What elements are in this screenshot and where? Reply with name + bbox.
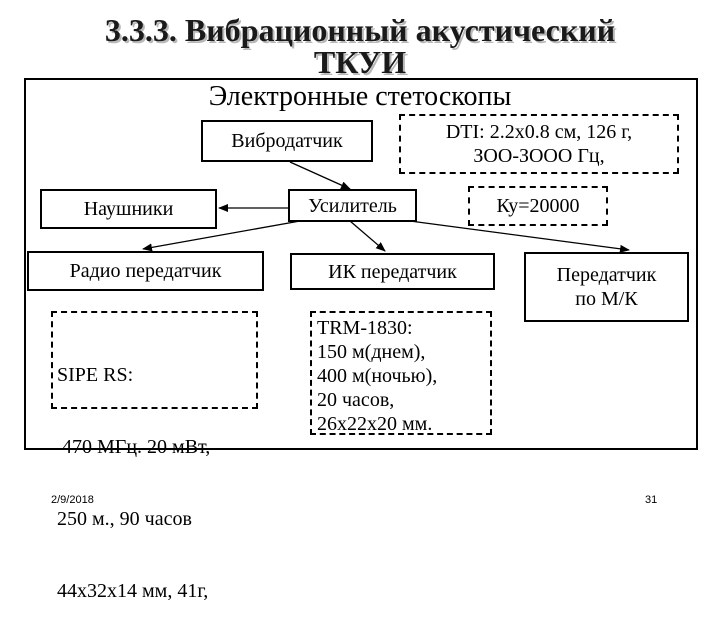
dti-spec-box (399, 114, 679, 174)
radio-transmitter-box (27, 251, 264, 291)
vibrosensor-box (201, 120, 373, 162)
mk-transmitter-line2: по М/К (575, 288, 638, 310)
gain-box (468, 186, 608, 226)
dti-spec-line1: DTI: 2.2х0.8 см, 126 г, (445, 121, 633, 143)
trm-spec-line5: 26х22х20 мм. (317, 413, 433, 435)
sipe-spec-line1: SIPE RS: (57, 364, 134, 386)
trm-spec-line4: 20 часов, (317, 389, 395, 411)
sipe-spec-line4: 44х32х14 мм, 41г, (57, 580, 209, 602)
slide-title-line2: ТКУИ (313, 44, 407, 80)
amplifier-label: Усилитель (308, 194, 397, 217)
diagram-subtitle: Электронные стетоскопы (208, 81, 512, 112)
radio-transmitter-label: Радио передатчик (69, 260, 222, 282)
mk-transmitter-box (524, 252, 689, 322)
ir-transmitter-box (290, 253, 495, 290)
footer-date: 2/9/2018 (51, 494, 94, 506)
headphones-box (40, 189, 217, 229)
dti-spec-line2: ЗОО-ЗООО Гц, (473, 145, 605, 167)
headphones-label: Наушники (83, 198, 174, 220)
trm-spec-line1: TRM-1830: (317, 317, 413, 339)
gain-label: Ку=20000 (496, 195, 580, 217)
sipe-spec-line2: 470 МГц. 20 мВт, (57, 436, 211, 458)
slide-title-line1: 3.3.3. Вибрационный акустический (104, 12, 616, 48)
trm-spec-line2: 150 м(днем), (317, 341, 426, 363)
vibrosensor-label: Вибродатчик (231, 130, 343, 152)
mk-transmitter-line1: Передатчик (556, 264, 657, 286)
ir-transmitter-label: ИК передатчик (328, 260, 457, 283)
page-number: 31 (645, 494, 658, 506)
amplifier-box (288, 189, 417, 222)
trm-spec-box (310, 311, 492, 435)
sipe-spec-line3: 250 м., 90 часов (57, 508, 192, 530)
trm-spec-line3: 400 м(ночью), (317, 365, 438, 387)
